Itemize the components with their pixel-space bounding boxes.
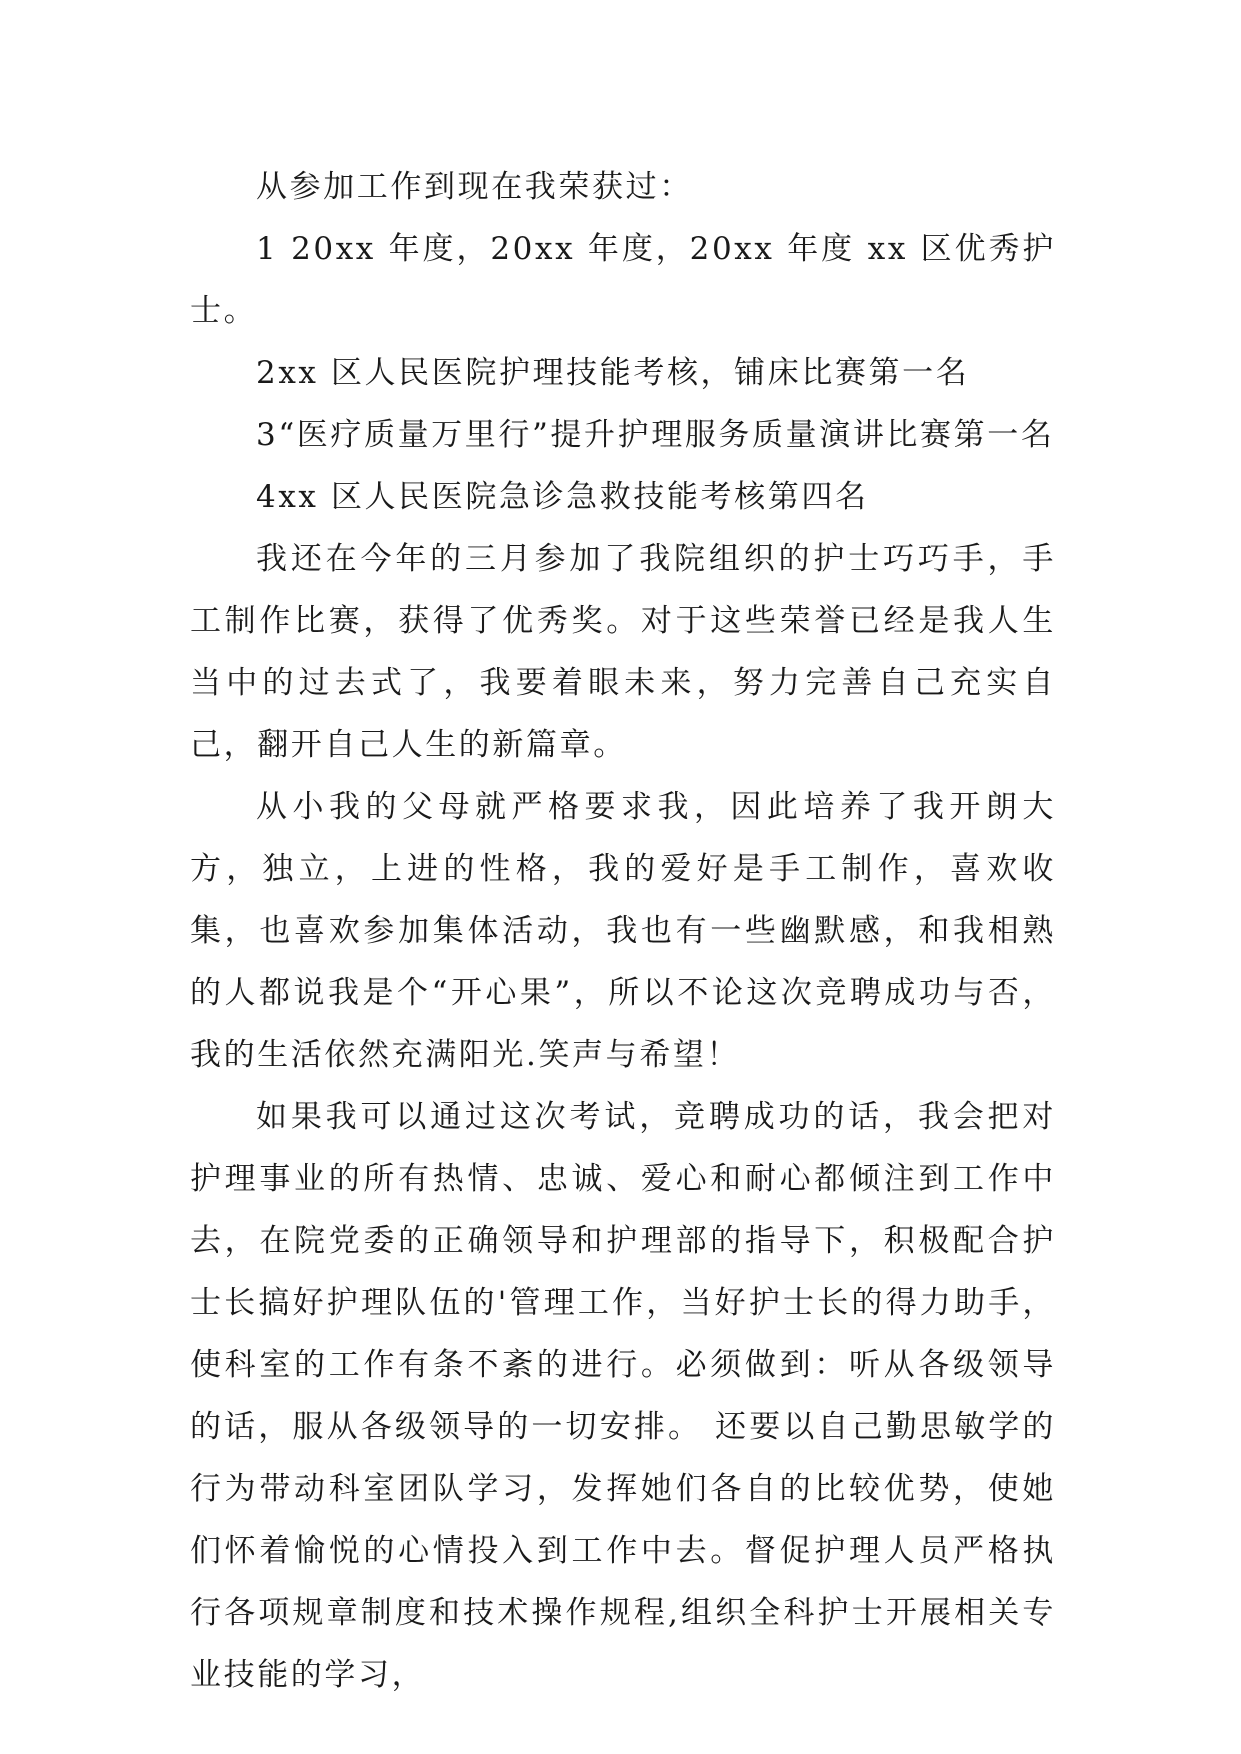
document-page	[190, 156, 1056, 1706]
paragraph-handcraft: 我还在今年的三月参加了我院组织的护士巧巧手，手工制作比赛，获得了优秀奖。对于这些荣誉已经是我人生当中的过去式了，我要着眼未来，努力完善自己充实自己，翻开自己人生的新篇章。	[190, 541, 1056, 763]
paragraph-award-2: 2xx 区人民医院护理技能考核，铺床比赛第一名	[256, 355, 970, 391]
paragraph-awards-intro: 从参加工作到现在我荣获过：	[256, 169, 693, 205]
paragraph-personality: 从小我的父母就严格要求我，因此培养了我开朗大方，独立，上进的性格，我的爱好是手工制作，喜欢收集，也喜欢参加集体活动，我也有一些幽默感，和我相熟的人都说我是个“开心果”，所以不论这次竞聘成功与否，我的生活依然充满阳光.笑声与希望！	[190, 789, 1056, 1073]
paragraph-award-3: 3“医疗质量万里行”提升护理服务质量演讲比赛第一名	[256, 417, 1055, 453]
paragraph-award-1: 1 20xx 年度，20xx 年度，20xx 年度 xx 区优秀护士。	[190, 231, 1056, 329]
paragraph-award-4: 4xx 区人民医院急诊急救技能考核第四名	[256, 479, 869, 515]
paragraph-commitment: 如果我可以通过这次考试，竞聘成功的话，我会把对护理事业的所有热情、忠诚、爱心和耐心都倾注到工作中去，在院党委的正确领导和护理部的指导下，积极配合护士长搞好护理队伍的'管理工作，当好护士长的得力助手，使科室的工作有条不紊的进行。必须做到：听从各级领导的话，服从各级领导的一切安排。 还要以自己勤思敏学的行为带动科室团队学习，发挥她们各自的比较优势，使她们怀着愉悦的心情投入到工作中去。督促护理人员严格执行各项规章制度和技术操作规程,组织全科护士开展相关专业技能的学习，	[190, 1099, 1056, 1693]
